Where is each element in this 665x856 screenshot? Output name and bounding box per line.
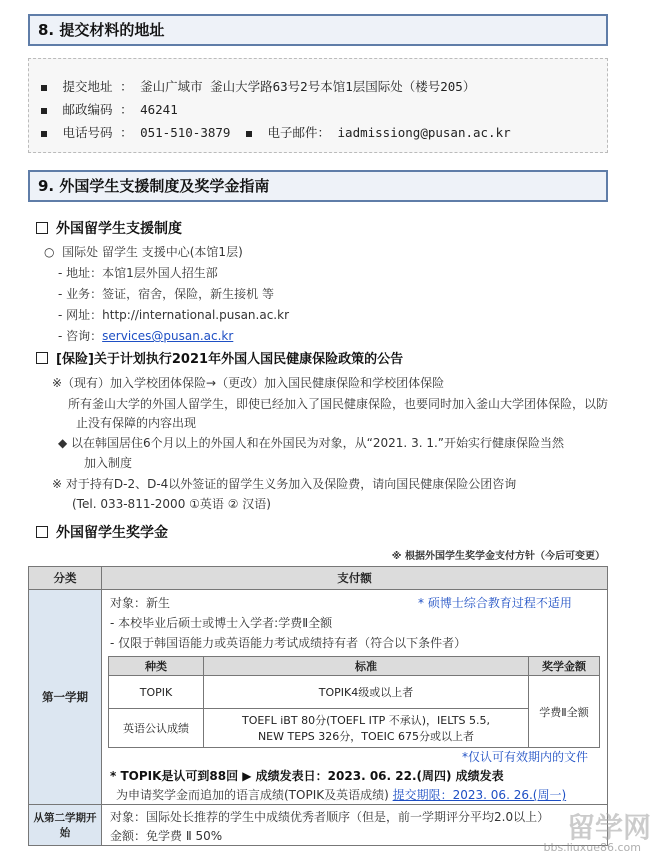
- address-value: 釜山广域市 釜山大学路63号2号本馆1层国际处（楼号205）: [140, 79, 476, 94]
- criteria-topik-standard: TOPIK4级或以上者: [204, 676, 529, 709]
- insurance-line-5: 加入制度: [84, 456, 133, 470]
- checkbox-square-icon: [36, 222, 48, 234]
- section-8-header: [28, 14, 608, 46]
- target-new: 对象：新生: [110, 596, 171, 610]
- phone-value: 051-510-3879: [140, 125, 231, 140]
- support-consult: - 咨询：services@pusan.ac.kr: [58, 329, 234, 343]
- topik-recognition: * TOPIK是认可到88回 ▶ 成绩发表日：2023. 06. 22.(周四) 成绩发表: [110, 769, 504, 783]
- criteria-english-standard: TOEFL iBT 80分(TOEFL ITP 不承认)，IELTS 5.5, NEW TEPS 326分，TOEIC 675分或以上者: [204, 709, 529, 748]
- section-9-header: [28, 170, 608, 202]
- bullet-square-icon: [41, 85, 47, 91]
- topik-extra: 为申请奖学金而追加的语言成绩(TOPIK及英语成绩) 提交期限：2023. 06. 26.(周一): [116, 788, 567, 802]
- postcode-line: 邮政编码 ： 46241: [41, 100, 178, 118]
- insurance-line-1: ※（现有）加入学校团体保险→（更改）加入国民健康保险和学校团体保险: [52, 376, 445, 390]
- checkbox-square-icon: [36, 526, 48, 538]
- second-amount: 金额：免学费 Ⅱ 50%: [110, 829, 223, 843]
- target-note: * 硕博士综合教育过程不适用: [418, 596, 572, 610]
- bullet-square-icon: [41, 108, 47, 114]
- col-payment: 支付额: [102, 567, 608, 590]
- watermark-logo: 留学网: [566, 811, 651, 844]
- email-value[interactable]: iadmissiong@pusan.ac.kr: [337, 125, 511, 140]
- row-second-semester-content: [102, 805, 608, 846]
- section-9-title: 9. 外国学生支援制度及奖学金指南: [38, 177, 270, 195]
- address-line: 提交地址 ： 釜山广域市 釜山大学路63号2号本馆1层国际处（楼号205）: [41, 77, 475, 95]
- support-center: ○ 国际处 留学生 支援中心(本馆1层): [44, 245, 243, 259]
- insurance-line-2: 所有釜山大学的外国人留学生，即使已经加入了国民健康保险，也要同时加入釜山大学团体保险，以防: [68, 397, 609, 411]
- section-8-title: 8. 提交材料的地址: [38, 21, 165, 39]
- consult-email-link[interactable]: services@pusan.ac.kr: [102, 329, 234, 343]
- address-box: [28, 58, 608, 153]
- scholarship-title: 外国留学生奖学金: [36, 522, 168, 542]
- watermark-url: bbs.liuxue86.com: [543, 841, 641, 854]
- deadline-link[interactable]: 提交期限：2023. 06. 26.(周一): [392, 788, 567, 802]
- criteria-col-type: 种类: [109, 657, 204, 676]
- insurance-line-7: (Tel. 033-811-2000 ①英语 ② 汉语): [72, 497, 271, 511]
- criteria-amount: 学费Ⅱ全额: [529, 676, 600, 748]
- bullet-square-icon: [41, 131, 47, 137]
- criteria-col-amount: 奖学金额: [529, 657, 600, 676]
- col-category: 分类: [29, 567, 102, 590]
- row-first-semester-content: [102, 590, 608, 805]
- condition-2: - 仅限于韩国语能力或英语能力考试成绩持有者（符合以下条件者）: [110, 636, 467, 650]
- phone-line: 电话号码 ： 051-510-3879 电子邮件： iadmissiong@pusan.ac.kr: [41, 123, 511, 141]
- support-title: 外国留学生支援制度: [36, 218, 182, 238]
- bullet-square-icon: [246, 131, 252, 137]
- support-website[interactable]: - 网址：http://international.pusan.ac.kr: [58, 308, 290, 322]
- postcode-label: 邮政编码: [62, 102, 113, 117]
- scholarship-note: ※ 根据外国学生奖学金支付方针（今后可变更）: [391, 551, 605, 562]
- circle-bullet-icon: ○: [44, 245, 55, 259]
- checkbox-square-icon: [36, 352, 48, 364]
- second-target: 对象：国际处长推荐的学生中成绩优秀者顺序（但是，前一学期评分平均2.0以上）: [110, 810, 550, 824]
- criteria-col-standard: 标准: [204, 657, 529, 676]
- phone-label: 电话号码: [62, 125, 113, 140]
- support-business: - 业务：签证，宿舍，保险，新生接机 等: [58, 287, 274, 301]
- row-second-semester-label: 从第二学期开始: [29, 805, 102, 846]
- address-label: 提交地址: [62, 79, 113, 94]
- postcode-value: 46241: [140, 102, 178, 117]
- scholarship-table: [28, 566, 608, 846]
- insurance-line-4: ◆ 以在韩国居住6个月以上的外国人和在外国民为对象，从“2021. 3. 1.”开始实行健康保险当然: [58, 436, 564, 450]
- condition-1: - 本校毕业后硕士或博士入学者:学费Ⅱ全额: [110, 616, 333, 630]
- insurance-title: [保险]关于计划执行2021年外国人国民健康保险政策的公告: [36, 348, 403, 367]
- email-label: 电子邮件: [267, 125, 318, 140]
- criteria-topik: TOPIK: [109, 676, 204, 709]
- criteria-table: [108, 656, 600, 748]
- insurance-line-6: ※ 对于持有D-2、D-4以外签证的留学生义务加入及保险费，请向国民健康保险公团咨询: [52, 477, 517, 491]
- row-first-semester-label: 第一学期: [29, 590, 102, 805]
- criteria-english: 英语公认成绩: [109, 709, 204, 748]
- valid-document-note: *仅认可有效期内的文件: [462, 750, 589, 764]
- support-address: - 地址：本馆1层外国人招生部: [58, 266, 218, 280]
- insurance-line-3: 止没有保障的内容出现: [76, 416, 197, 430]
